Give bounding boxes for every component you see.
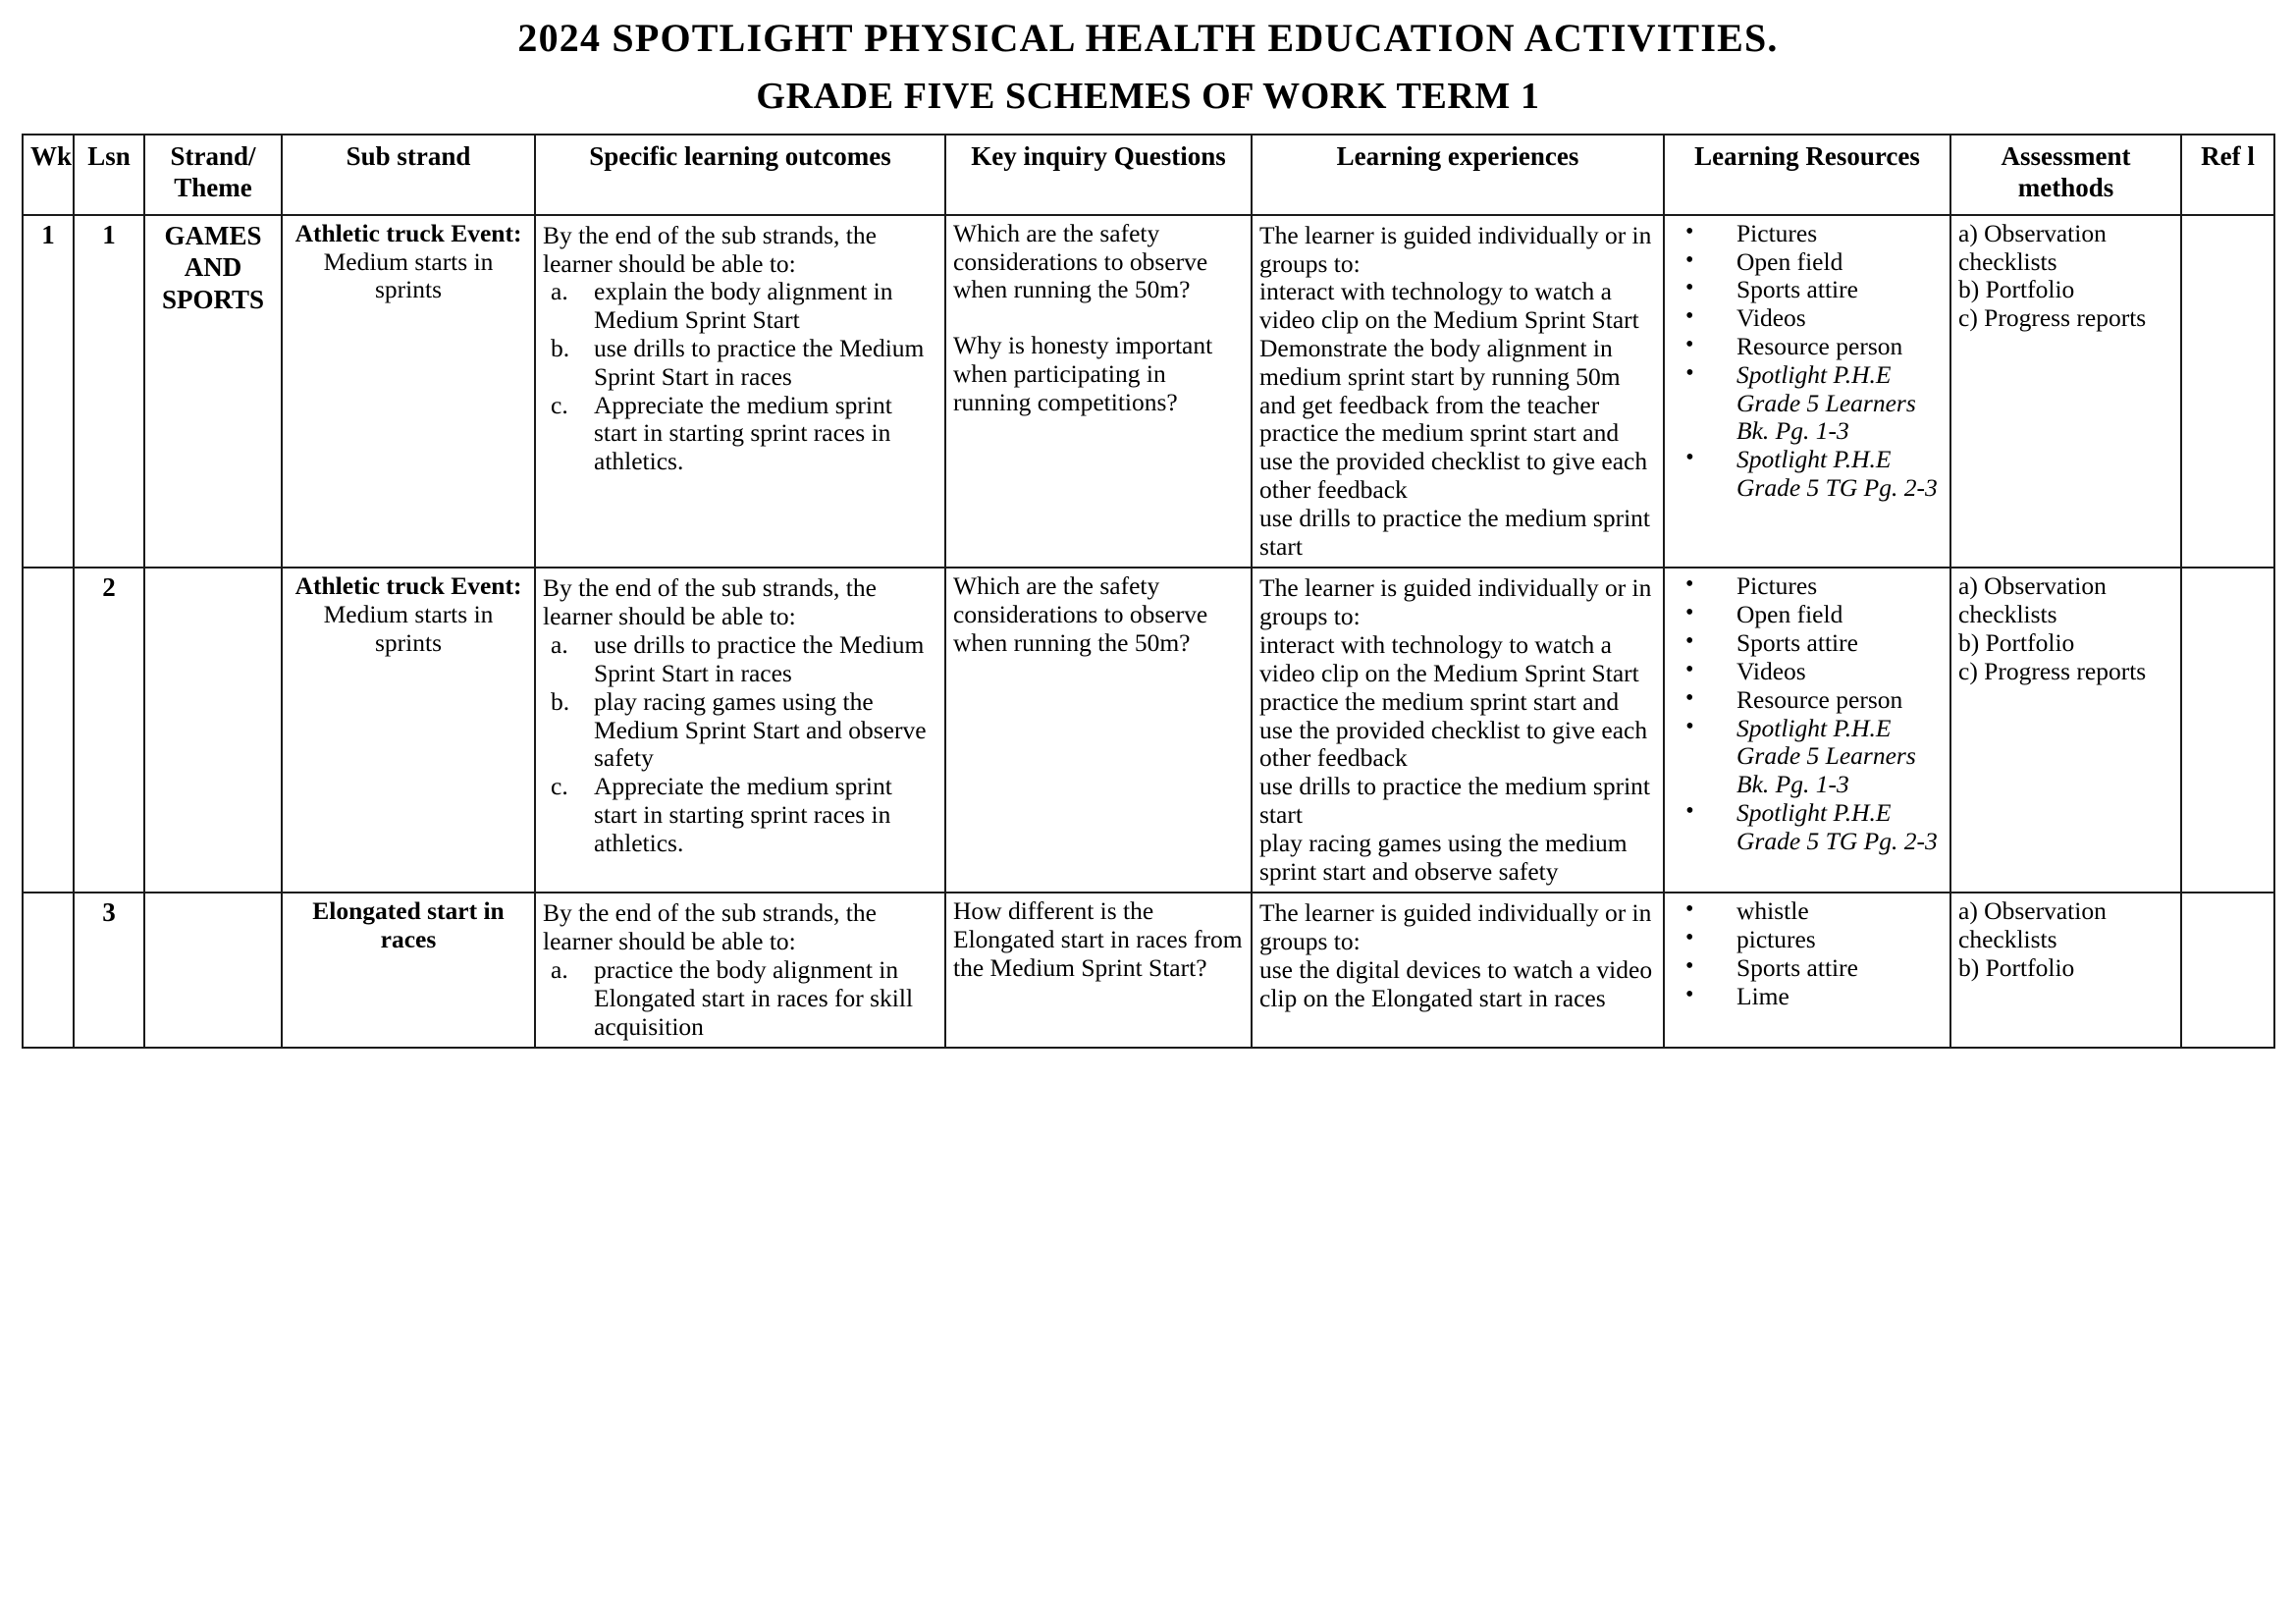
cell-reflection [2181,893,2274,1048]
experiences-list [1259,956,1656,1013]
cell-assessment-methods [1950,893,2181,1048]
resources-list [1672,897,1943,1010]
inquiry-question: Which are the safety considerations to observe when running the 50m? [953,218,1208,304]
substrand-text: Medium starts in sprints [323,600,494,658]
cell-strand: GAMES AND SPORTS [144,215,282,568]
list-item: practice the medium sprint start and use the provided checklist to give each other feedback [1259,686,1648,773]
list-item: practice the medium sprint start and use the provided checklist to give each other feedback [1259,418,1648,505]
list-marker: a. [551,955,568,985]
table-row [23,215,2274,568]
list-item [543,773,937,857]
column-header-outcomes: Specific learning outcomes [535,135,945,215]
cell-assessment-methods [1950,215,2181,568]
list-item [543,278,937,335]
column-header-strand: Strand/ Theme [144,135,282,215]
list-item: use the digital devices to watch a video clip on the Elongated start in races [1259,955,1653,1012]
list-item [543,335,937,392]
experiences-lead: The learner is guided individually or in groups to: [1259,573,1652,631]
list-item: b) Portfolio [1958,628,2075,658]
list-item: • Lime [1672,983,1943,1011]
page-title: 2024 SPOTLIGHT PHYSICAL HEALTH EDUCATION ACTIVITIES. [517,16,1779,60]
list-item: • Pictures [1672,572,1943,601]
list-item-text: practice the body alignment in Elongated start in races for skill acquisition [594,955,914,1041]
cell-lesson: 1 [74,215,144,568]
cell-substrand [282,893,535,1048]
cell-substrand [282,215,535,568]
list-item: use drills to practice the medium sprint start [1259,503,1650,561]
cell-strand [144,568,282,893]
resources-list [1672,220,1943,503]
list-item: c) Progress reports [1958,303,2147,333]
list-item-text: Appreciate the medium sprint start in starting sprint races in athletics. [594,390,892,476]
column-header-inquiry: Key inquiry Questions [945,135,1252,215]
list-item [543,956,937,1041]
list-item: • Spotlight P.H.E Grade 5 Learners Bk. Pg. 1-3 [1672,361,1943,446]
assessment-list [1958,897,2173,982]
list-item: a) Observation checklists [1958,218,2107,276]
list-marker: b. [551,686,570,716]
list-marker: a. [551,630,568,660]
experiences-list [1259,278,1656,561]
column-header-ref: Ref l [2181,135,2274,215]
cell-lesson: 3 [74,893,144,1048]
table-body [23,215,2274,1049]
list-item: • Sports attire [1672,629,1943,658]
cell-week [23,568,74,893]
substrand-label: Elongated start in races [312,896,505,954]
outcomes-list [543,956,937,1041]
list-item: • Videos [1672,304,1943,333]
list-item: interact with technology to watch a video clip on the Medium Sprint Start [1259,630,1639,687]
list-item: • Spotlight P.H.E Grade 5 TG Pg. 2-3 [1672,446,1943,503]
list-item: Demonstrate the body alignment in medium sprint start by running 50m [1259,333,1621,391]
list-item [543,392,937,476]
title-block [0,0,2296,121]
cell-assessment-methods [1950,568,2181,893]
list-item: interact with technology to watch a video clip on the Medium Sprint Start [1259,277,1639,335]
list-item-text: explain the body alignment in Medium Sprint Start [594,277,893,335]
list-marker: b. [551,333,570,362]
list-item: b) Portfolio [1958,275,2075,304]
cell-reflection [2181,568,2274,893]
list-item: and get feedback from the teacher [1259,390,1600,419]
list-item: • Pictures [1672,220,1943,248]
list-item: • Spotlight P.H.E Grade 5 TG Pg. 2-3 [1672,799,1943,856]
substrand-text: Medium starts in sprints [323,246,494,304]
cell-learning-experiences [1252,568,1664,893]
outcomes-lead: By the end of the sub strands, the learner should be able to: [543,220,877,278]
cell-learning-experiences [1252,893,1664,1048]
cell-inquiry-questions [945,893,1252,1048]
column-header-lsn: Lsn [74,135,144,215]
table-row [23,893,2274,1048]
cell-lesson: 2 [74,568,144,893]
list-item: • Open field [1672,601,1943,629]
column-header-experiences: Learning experiences [1252,135,1664,215]
assessment-list [1958,572,2173,685]
schemes-of-work-table-wrapper [22,134,2273,1049]
cell-week [23,893,74,1048]
list-item: • whistle [1672,897,1943,926]
list-item-text: use drills to practice the Medium Sprint Start in races [594,630,925,687]
cell-learning-resources [1664,215,1950,568]
outcomes-list [543,631,937,858]
cell-learning-resources [1664,568,1950,893]
cell-learning-resources [1664,893,1950,1048]
list-item: play racing games using the medium sprint start and observe safety [1259,828,1628,886]
cell-inquiry-questions [945,568,1252,893]
list-item: • Open field [1672,248,1943,277]
table-row [23,568,2274,893]
outcomes-lead: By the end of the sub strands, the learner should be able to: [543,573,877,631]
outcomes-list [543,278,937,476]
experiences-list [1259,631,1656,886]
list-item: c) Progress reports [1958,656,2147,685]
cell-learning-outcomes [535,893,945,1048]
assessment-list [1958,220,2173,333]
list-item [543,631,937,688]
list-item [543,688,937,773]
outcomes-lead: By the end of the sub strands, the learner should be able to: [543,898,877,956]
list-marker: c. [551,390,568,419]
cell-strand [144,893,282,1048]
column-header-assessment: Assessment methods [1950,135,2181,215]
experiences-lead: The learner is guided individually or in groups to: [1259,220,1652,278]
list-item-text: use drills to practice the Medium Sprint Start in races [594,333,925,391]
list-item: • Sports attire [1672,276,1943,304]
list-marker: c. [551,772,568,801]
list-item: • Videos [1672,658,1943,686]
cell-week: 1 [23,215,74,568]
cell-learning-experiences [1252,215,1664,568]
list-item: • Resource person [1672,333,1943,361]
list-item: • pictures [1672,926,1943,954]
list-item-text: play racing games using the Medium Sprint Start and observe safety [594,686,927,773]
cell-learning-outcomes [535,215,945,568]
cell-substrand [282,568,535,893]
cell-reflection [2181,215,2274,568]
experiences-lead: The learner is guided individually or in groups to: [1259,898,1652,956]
list-item-text: Appreciate the medium sprint start in starting sprint races in athletics. [594,772,892,857]
column-header-resources: Learning Resources [1664,135,1950,215]
resources-list [1672,572,1943,855]
list-marker: a. [551,277,568,306]
list-item: use drills to practice the medium sprint start [1259,772,1650,829]
cell-inquiry-questions [945,215,1252,568]
list-item: b) Portfolio [1958,953,2075,983]
substrand-label: Athletic truck Event: [294,218,522,247]
inquiry-question: Why is honesty important when participating in running competitions? [953,331,1213,416]
inquiry-question: Which are the safety considerations to observe when running the 50m? [953,571,1208,658]
column-header-wk: Wk [23,135,74,215]
cell-learning-outcomes [535,568,945,893]
list-item: • Resource person [1672,686,1943,715]
list-item: • Spotlight P.H.E Grade 5 Learners Bk. Pg. 1-3 [1672,715,1943,799]
table-header-row [23,135,2274,215]
substrand-label: Athletic truck Event: [294,571,522,601]
inquiry-question: How different is the Elongated start in races from the Medium Sprint Start? [953,896,1243,983]
list-item: a) Observation checklists [1958,571,2107,629]
page-subtitle: GRADE FIVE SCHEMES OF WORK TERM 1 [756,76,1540,117]
list-item: a) Observation checklists [1958,896,2107,954]
list-item: • Sports attire [1672,954,1943,983]
schemes-of-work-table [22,134,2275,1049]
column-header-substrand: Sub strand [282,135,535,215]
